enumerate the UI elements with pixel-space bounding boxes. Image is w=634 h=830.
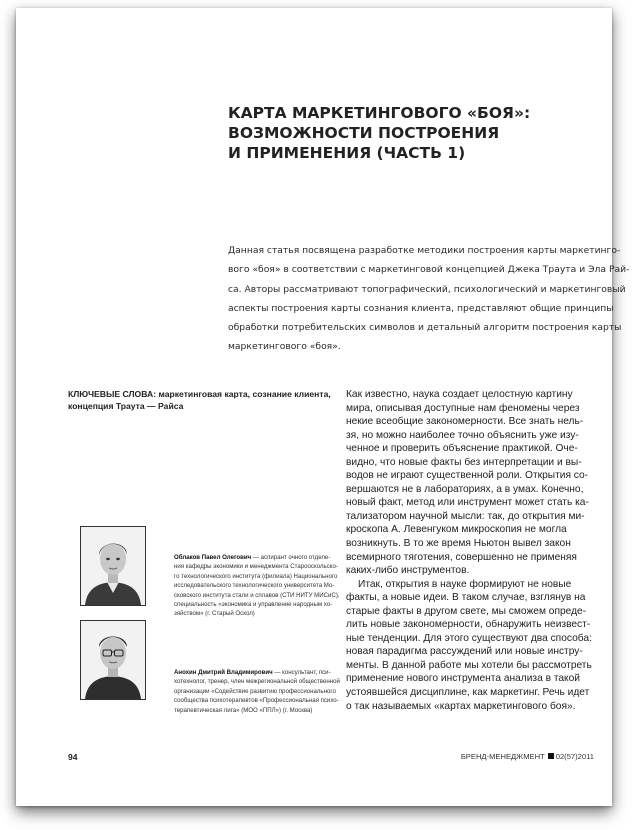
title-line: И ПРИМЕНЕНИЯ (ЧАСТЬ 1) (228, 144, 466, 162)
author-portrait-icon (81, 621, 145, 699)
abstract-line: аспекты построения карты сознания клиента, представляют общие принципы (228, 302, 614, 314)
journal-name: БРЕНД-МЕНЕДЖМЕНТ (460, 752, 545, 761)
body-line: ные тенденции. Для этого существуют два способа: (346, 632, 592, 644)
square-icon (548, 753, 554, 759)
body-line: всемирного тяготения, совершенно не применяя (346, 551, 577, 563)
journal-footer (461, 752, 594, 761)
body-line: зя, но можно наиболее точно объяснить уже изу- (346, 429, 579, 441)
body-line: о так называемых «картах маркетингового боя». (346, 700, 576, 712)
author-bio-line: го технологического института (филиала) Национального (174, 572, 338, 580)
body-line: менты. В данной работе мы хотели бы рассмотреть (346, 659, 592, 671)
author-bio-text: — аспирант очного отделе- (251, 554, 331, 561)
body-line: старые факты в другом свете, мы сможем опреде- (346, 605, 587, 617)
author-bio-line: специальность «экономика и управление народным хо- (174, 601, 333, 609)
author-portrait-icon (81, 527, 145, 605)
body-line: каких-либо инструментов. (346, 565, 470, 577)
body-line: устоявшейся дисциплине, как маркетинг. Речь идет (346, 687, 590, 699)
body-line: видно, что новые факты без интерпретации и вы- (346, 456, 582, 468)
author-name: Облаков Павел Олегович (174, 554, 252, 561)
author-bio-line (174, 668, 344, 677)
author-bio-line: исследовательского технологического университета Мо- (174, 582, 335, 590)
document-page (16, 8, 630, 806)
author-bio-line: ния кафедры экономики и менеджмента Старооскольско- (174, 563, 338, 571)
abstract-line: вого «боя» в соответствии с маркетинговой концепцией Джека Траута и Эла Рай- (228, 264, 630, 276)
body-line: новая парадигма рассуждений или новые инстру- (346, 646, 583, 658)
abstract-line: обработки потребительских символов и детальный алгоритм построения карты (228, 322, 622, 334)
author-bio-line: сковского института стали и сплавов (СТИ НИТУ МИСиС), (174, 591, 340, 599)
abstract-line: са. Авторы рассматривают топографический, психологический и маркетинговый (228, 283, 626, 295)
keywords-line: КЛЮЧЕВЫЕ СЛОВА: маркетинговая карта, сознание клиента, (68, 389, 331, 399)
body-line: применение нового инструмента анализа в такой (346, 673, 580, 685)
keywords-line: концепция Траута — Райса (68, 401, 184, 411)
abstract-line: маркетингового «боя». (228, 341, 341, 353)
abstract-line: Данная статья посвящена разработке методики построения карты маркетинго- (228, 245, 621, 256)
article-title (228, 103, 568, 163)
body-line: новый факт, метод или инструмент может стать ка- (346, 497, 589, 509)
body-line: мира, описывая доступные нам феномены через (346, 402, 580, 414)
body-line: Итак, открытия в науке формируют не новые (358, 578, 572, 590)
journal-issue: 02(57)2011 (555, 752, 594, 761)
body-line: кроскопа А. Левенгуком микроскопия не могла (346, 524, 567, 536)
body-line: ченное и проверить объяснение практикой. Оче- (346, 443, 578, 455)
author-bio-line: организации «Содействие развитию профессионального (174, 687, 336, 695)
author-bio (174, 668, 344, 715)
body-line: водов не играют существенной роли. Открытия со- (346, 470, 589, 482)
author-bio-line: зяйством» (г. Старый Оскол) (174, 610, 255, 618)
body-line: тализатором научной мысли: так, до открытия ми- (346, 510, 585, 522)
body-line: возникнуть. В то же время Ньютон вывел закон (346, 538, 571, 550)
author-photo (80, 526, 146, 606)
author-bio-line: хотехнолог, тренер, член межрегиональной общественной (174, 678, 340, 686)
title-line: ВОЗМОЖНОСТИ ПОСТРОЕНИЯ (228, 124, 500, 142)
author-name: Анохин Дмитрий Владимирович (174, 669, 273, 676)
body-line: факты, а новые идеи. В таком случае, взглянув на (346, 592, 586, 604)
body-line: некие всеобщие закономерности. Все знать нель- (346, 416, 584, 428)
body-line: вершаются не в лабораториях, а в умах. Конечно, (346, 483, 584, 495)
title-line: КАРТА МАРКЕТИНГОВОГО «БОЯ»: (228, 104, 531, 122)
keywords (68, 388, 333, 412)
body-line: лить новые закономерности, обнаружить неизвест- (346, 619, 591, 631)
author-bio-line: терапевтическая лига» (МОО «ППЛ») (г. Москва) (174, 706, 313, 714)
author-bio-text: — консультант, пси- (272, 669, 331, 676)
page-number: 94 (68, 752, 78, 762)
body-text (346, 388, 608, 713)
author-photo (80, 620, 146, 700)
author-bio-line: сообщества психотерапевтов «Профессиональная психо- (174, 697, 339, 705)
author-bio (174, 553, 344, 619)
article-abstract (228, 241, 630, 357)
body-line: Как известно, наука создает целостную картину (346, 389, 573, 400)
author-bio-line (174, 553, 344, 562)
